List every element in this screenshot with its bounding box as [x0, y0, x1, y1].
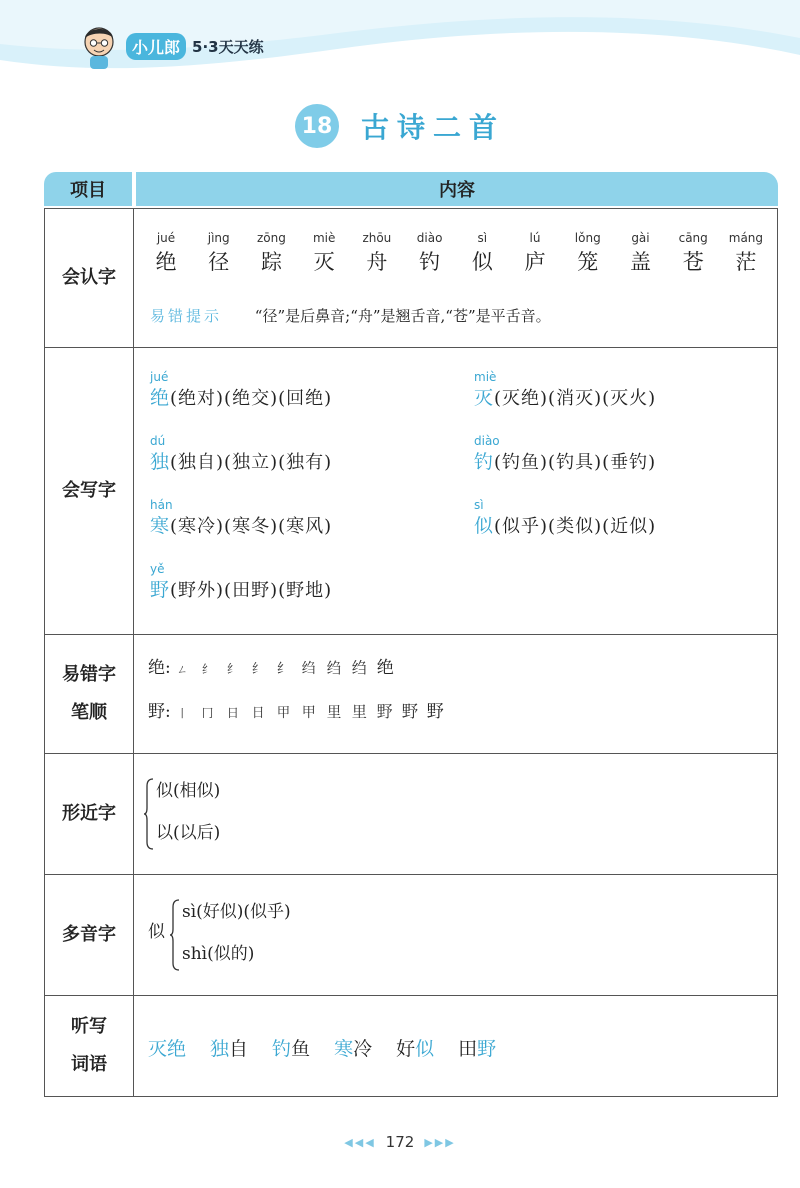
write-char-item — [474, 434, 656, 477]
row-write-chars — [44, 348, 778, 635]
pinyin: yě — [150, 562, 165, 576]
stroke-step: 野 — [401, 702, 419, 721]
write-char-line — [474, 384, 656, 413]
row-label: 形近字 — [45, 754, 134, 874]
pinyin: jué — [156, 231, 176, 245]
error-tip-text: “径”是后鼻音;“舟”是翘舌音,“苍”是平舌音。 — [254, 307, 551, 325]
error-tip — [150, 305, 551, 326]
row-content — [134, 754, 777, 874]
left-arrows-icon: ◀◀◀ — [344, 1135, 376, 1149]
write-char-item — [150, 562, 332, 605]
stroke-step: 纟 — [201, 662, 214, 676]
hanzi: 茫 — [735, 250, 757, 274]
pinyin-char-grid — [146, 231, 766, 277]
stroke-step: 冂 — [201, 706, 214, 720]
error-tip-label: 易错提示 — [150, 307, 223, 325]
left-brace-icon — [144, 778, 154, 850]
brand-name: 小儿郎 — [126, 33, 186, 60]
lesson-title: 古诗二首 — [360, 111, 505, 144]
similar-char-line: 似(相似) — [156, 781, 221, 801]
pinyin: hán — [150, 498, 173, 512]
write-char-line — [150, 448, 332, 477]
stroke-step: 甲 — [276, 706, 291, 721]
row-content — [134, 209, 777, 347]
header-item-column: 项目 — [44, 172, 132, 206]
stroke-final-char: 绝 — [376, 658, 394, 678]
row-stroke-order — [44, 635, 778, 754]
stroke-step: 绉 — [326, 660, 342, 677]
lesson-number-badge: 18 — [295, 104, 339, 148]
dictation-char: 冷 — [353, 1038, 373, 1060]
dictation-word — [334, 1038, 372, 1060]
write-char: 寒 — [150, 515, 171, 537]
stroke-char: 野 — [148, 702, 165, 722]
header-content-column: 内容 — [136, 172, 778, 206]
stroke-final-char: 野 — [426, 702, 444, 722]
pinyin-char-cell — [568, 231, 608, 277]
dictation-char: 自 — [229, 1038, 249, 1060]
dictation-word — [210, 1038, 248, 1060]
pinyin: sì — [477, 231, 488, 245]
pinyin-char-cell — [304, 231, 344, 277]
pinyin-char-cell — [199, 231, 239, 277]
stroke-char: 绝 — [148, 658, 165, 678]
write-char: 钓 — [474, 451, 495, 473]
pinyin: zhōu — [362, 231, 392, 245]
similar-char-list — [156, 770, 220, 854]
mascot-boy-icon — [78, 22, 120, 70]
stroke-step: 里 — [326, 704, 342, 721]
write-char-item — [474, 370, 656, 413]
hanzi: 苍 — [682, 250, 704, 274]
pinyin: jué — [150, 370, 169, 384]
dictation-char: 野 — [477, 1038, 497, 1060]
pinyin: lú — [529, 231, 541, 245]
content-table — [44, 170, 778, 1097]
write-char-line — [474, 448, 656, 477]
stroke-step: ㄥ — [176, 663, 188, 676]
series-name: 5·3天天练 — [192, 37, 264, 56]
hanzi: 钓 — [419, 250, 441, 274]
write-char: 灭 — [474, 387, 495, 409]
row-label — [45, 635, 134, 753]
row-label: 多音字 — [45, 875, 134, 995]
row-content — [134, 348, 777, 634]
stroke-colon: : — [165, 702, 171, 722]
row-label: 会认字 — [45, 209, 134, 347]
row-content — [134, 875, 777, 995]
stroke-order-line — [148, 653, 394, 678]
table-header — [44, 170, 778, 208]
pinyin: diào — [474, 434, 500, 448]
write-char-line — [150, 384, 332, 413]
word-group: (钓鱼)(钓具)(垂钓) — [494, 452, 657, 473]
write-char: 似 — [474, 515, 495, 537]
pinyin: máng — [728, 231, 764, 245]
row-label-line-2: 词语 — [71, 1054, 107, 1075]
row-dictation — [44, 996, 778, 1097]
pinyin: zōng — [257, 231, 286, 245]
pinyin: jìng — [207, 231, 230, 245]
dictation-word — [148, 1038, 186, 1060]
stroke-step: 绉 — [301, 661, 316, 677]
stroke-step: 纟 — [276, 662, 291, 677]
write-char: 野 — [150, 579, 171, 601]
row-label: 会写字 — [45, 348, 134, 634]
polyphonic-reading-list — [182, 891, 291, 975]
page-number: 172 — [385, 1133, 415, 1151]
hanzi: 灭 — [313, 250, 335, 274]
stroke-step: 丨 — [176, 707, 188, 720]
pinyin-char-cell — [462, 231, 502, 277]
row-label-line-1: 听写 — [71, 1016, 107, 1037]
hanzi: 庐 — [524, 250, 546, 274]
row-recognize-chars — [44, 208, 778, 348]
brand-header — [78, 22, 264, 70]
write-char: 独 — [150, 451, 171, 473]
word-group: (灭绝)(消灭)(灭火) — [494, 388, 657, 409]
pinyin-char-cell — [357, 231, 397, 277]
dictation-char: 似 — [415, 1038, 435, 1060]
pinyin: diào — [416, 231, 443, 245]
pinyin-char-cell — [620, 231, 660, 277]
row-content — [134, 996, 777, 1096]
word-group: (寒冷)(寒冬)(寒风) — [170, 516, 333, 537]
stroke-step: 日 — [251, 706, 265, 721]
write-char: 绝 — [150, 387, 171, 409]
hanzi: 似 — [471, 250, 493, 274]
stroke-step: 里 — [351, 703, 367, 721]
pinyin: cāng — [678, 231, 708, 245]
stroke-step: 绉 — [351, 659, 367, 677]
pinyin: gài — [631, 231, 650, 245]
write-char-item — [150, 370, 332, 413]
word-group: (似乎)(类似)(近似) — [494, 516, 657, 537]
pinyin-char-cell — [251, 231, 291, 277]
dictation-word-list — [148, 1034, 520, 1061]
dictation-word — [458, 1038, 496, 1060]
pinyin: sì — [474, 498, 484, 512]
row-polyphonic-chars — [44, 875, 778, 996]
pinyin-char-cell — [410, 231, 450, 277]
stroke-step: 日 — [226, 706, 239, 720]
right-arrows-icon: ▶▶▶ — [424, 1135, 456, 1149]
hanzi: 踪 — [260, 250, 282, 274]
pinyin: dú — [150, 434, 166, 448]
dictation-char: 田 — [458, 1038, 478, 1060]
polyphonic-reading: sì(好似)(似乎) — [182, 902, 291, 922]
dictation-char: 钓 — [272, 1038, 292, 1060]
polyphonic-char: 似 — [148, 922, 165, 942]
pinyin: miè — [474, 370, 497, 384]
row-label-line-2: 笔顺 — [71, 702, 107, 723]
word-group: (绝对)(绝交)(回绝) — [170, 388, 333, 409]
dictation-char: 好 — [396, 1038, 416, 1060]
polyphonic-reading: shì(似的) — [182, 944, 255, 964]
pinyin-char-cell — [673, 231, 713, 277]
pinyin-char-cell — [515, 231, 555, 277]
write-char-item — [150, 434, 332, 477]
pinyin: lǒng — [574, 231, 601, 245]
hanzi: 笼 — [577, 250, 599, 274]
left-brace-icon — [170, 899, 180, 971]
hanzi: 径 — [208, 250, 230, 274]
stroke-colon: : — [165, 658, 171, 678]
dictation-char: 灭绝 — [148, 1038, 187, 1060]
pinyin-char-cell — [146, 231, 186, 277]
word-group: (独自)(独立)(独有) — [170, 452, 333, 473]
stroke-order-line — [148, 697, 444, 722]
write-char-line — [150, 512, 332, 541]
hanzi: 舟 — [366, 250, 388, 274]
stroke-step: 纟 — [251, 662, 265, 677]
write-char-item — [150, 498, 332, 541]
dictation-word — [272, 1038, 310, 1060]
pinyin: miè — [312, 231, 336, 245]
page-footer — [0, 1133, 800, 1151]
stroke-step: 纟 — [226, 662, 239, 676]
similar-char-line: 以(以后) — [156, 823, 221, 843]
lesson-title-bar — [0, 104, 800, 148]
stroke-step: 野 — [376, 702, 393, 721]
row-label — [45, 996, 134, 1096]
row-content — [134, 635, 777, 753]
row-similar-chars — [44, 754, 778, 875]
row-label-line-1: 易错字 — [62, 664, 116, 685]
hanzi: 盖 — [629, 250, 651, 274]
write-char-line — [474, 512, 656, 541]
dictation-char: 独 — [210, 1038, 230, 1060]
write-char-line — [150, 576, 332, 605]
dictation-char: 寒 — [334, 1038, 354, 1060]
write-char-item — [474, 498, 656, 541]
dictation-char: 鱼 — [291, 1038, 311, 1060]
pinyin-char-cell — [726, 231, 766, 277]
stroke-step: 甲 — [301, 705, 316, 721]
word-group: (野外)(田野)(野地) — [170, 580, 333, 601]
hanzi: 绝 — [155, 250, 177, 274]
dictation-word — [396, 1038, 434, 1060]
